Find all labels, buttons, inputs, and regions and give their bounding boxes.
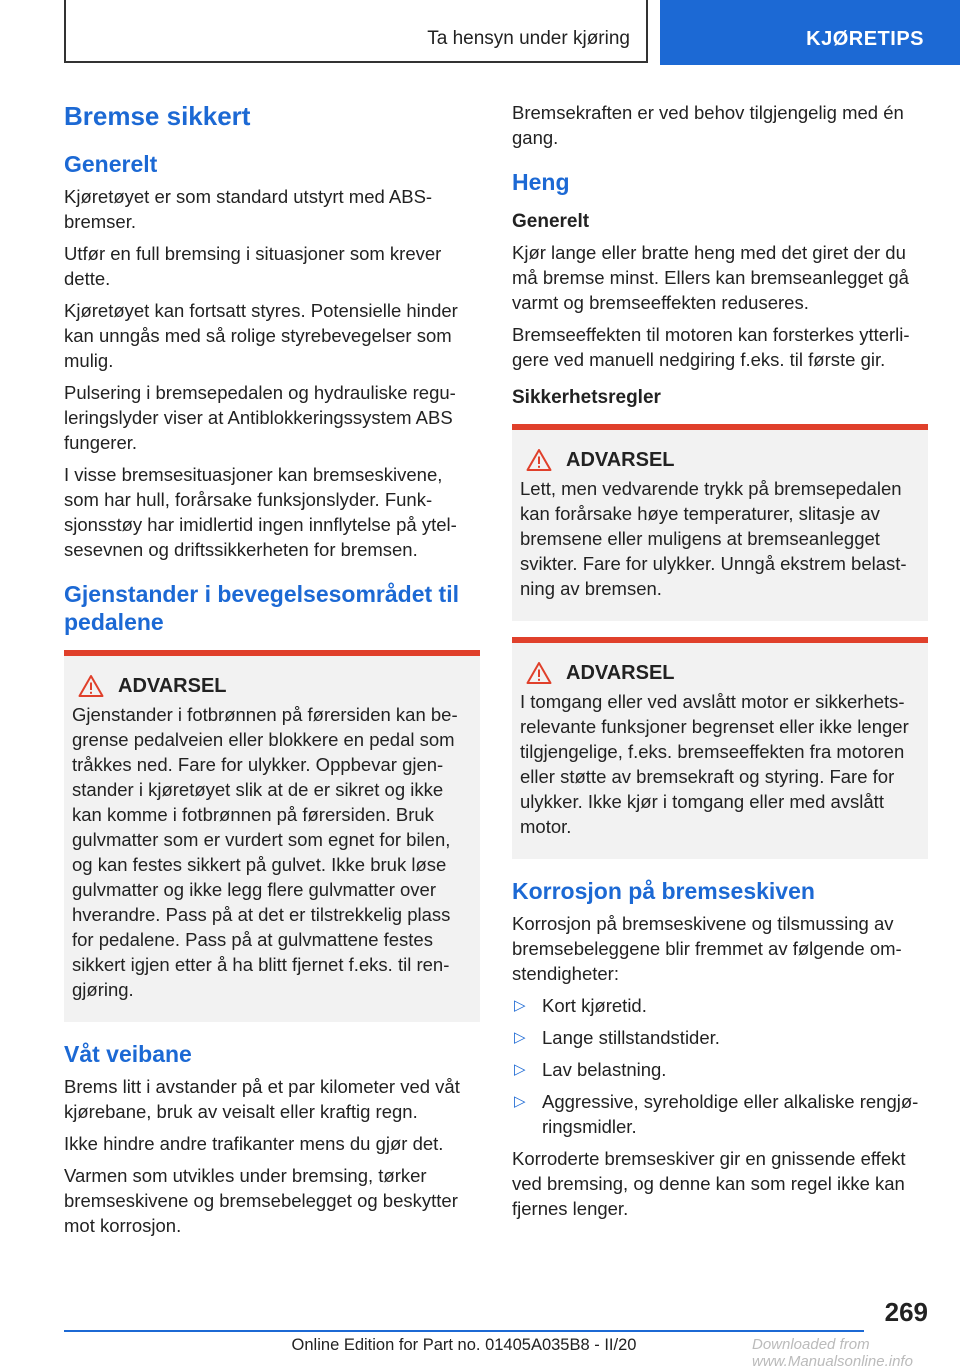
corrosion-list [512,993,928,1139]
paragraph: Kjøretøyet er som standard utstyrt med ABS-bremser. [64,186,433,232]
page-title: Bremse sikkert [64,101,251,131]
warning-title: ADVARSEL [566,448,675,471]
list-item-text: Aggressive, syreholdige eller alkaliske rengjø-ringsmidler. [542,1091,919,1137]
triangle-bullet-icon: ▷ [514,997,526,1014]
page-header [0,0,960,66]
right-column [512,100,928,1228]
list-item-text: Lav belastning. [542,1059,667,1080]
heading-corrosion: Korrosjon på bremseskiven [512,878,815,904]
triangle-bullet-icon: ▷ [514,1093,526,1110]
warning-triangle-icon [526,448,552,472]
triangle-bullet-icon: ▷ [514,1029,526,1046]
paragraph: Bremsekraften er ved behov tilgjengelig med én gang. [512,102,904,148]
warning-title: ADVARSEL [118,674,227,697]
warning-triangle-icon [526,661,552,685]
watermark: Downloaded from www.Manualsonline.info [752,1336,913,1370]
warning-box [64,650,480,1022]
warning-triangle-icon [78,674,104,698]
page-number: 269 [884,1297,928,1327]
paragraph: Korroderte bremseskiver gir en gnissende effekt ved bremsing, og denne kan som regel ikke kan fjernes lenger. [512,1148,906,1219]
footer-divider [64,1330,864,1332]
warning-title: ADVARSEL [566,661,675,684]
warning-title-row [520,448,918,472]
section-tab [64,0,648,63]
warning-text: I tomgang eller ved avslått motor er sikkerhets-relevante funksjoner begrenset eller ikke lenger tilgjengelige, f.eks. bremseeffekten fra motoren eller støtte av bremsekraft og styring. Fare for ulykker. Ikke kjør i tomgang eller med avslått motor. [520,691,909,837]
list-item [512,1057,928,1082]
paragraph: Brems litt i avstander på et par kilometer ved våt kjørebane, bruk av veisalt eller kraftig regn. [64,1076,460,1122]
heading-wet-road: Våt veibane [64,1041,192,1067]
paragraph: I visse bremsesituasjoner kan bremseskivene, som har hull, forårsake funksjonslyder. Funk-sjonsstøy har imidlertid ingen innflytelse på ytel-sesevnen og driftssikkerheten for bremsen. [64,464,457,560]
paragraph: Ikke hindre andre trafikanter mens du gjør det. [64,1133,444,1154]
heading-slopes: Heng [512,169,570,195]
list-item [512,1089,928,1139]
triangle-bullet-icon: ▷ [514,1061,526,1078]
left-column [64,100,480,1245]
list-item [512,993,928,1018]
paragraph: Korrosjon på bremseskivene og tilsmussing av bremsebeleggene blir fremmet av følgende om-stendigheter: [512,913,902,984]
warning-box [512,424,928,621]
warning-text: Lett, men vedvarende trykk på bremsepedalen kan forårsake høye temperaturer, slitasje av bremsene eller muligens at bremseanlegget svikter. Fare for ulykker. Unngå ekstrem belast-ning av bremsen. [520,478,907,599]
paragraph: Bremseeffekten til motoren kan forsterkes ytterli-gere ved manuell nedgiring f.eks. til første gir. [512,324,910,370]
list-item-text: Lange stillstandstider. [542,1027,720,1048]
subheading-safety-rules: Sikkerhetsregler [512,387,661,408]
paragraph: Varmen som utvikles under bremsing, tørker bremseskivene og bremsebelegget og beskytter mot korrosjon. [64,1165,458,1236]
list-item [512,1025,928,1050]
subheading-generelt: Generelt [512,211,590,232]
chapter-tab [660,0,960,65]
warning-title-row [520,661,918,685]
section-title: Ta hensyn under kjøring [427,28,630,49]
heading-objects-pedals: Gjenstander i bevegelsesområdet til pedalene [64,581,459,635]
chapter-title: KJØRETIPS [806,28,924,50]
warning-title-row [72,674,470,698]
warning-text: Gjenstander i fotbrønnen på førersiden kan be-grense pedalveien eller blokkere en pedal som tråkkes ned. Fare for ulykker. Oppbevar gjen-stander i kjøretøyet slik at de er sikret og ikke kan komme i fotbrønnen på førersiden. Bruk gulvmatter som er vurdert som egnet for bilen, og kan festes sikkert på gulvet. Ikke bruk løse gulvmatter og ikke legg flere gulvmatter over hverandre. Pass på at det er tilstrekkelig plass for pedalene. Pass på at gulvmattene festes sikkert igjen etter å ha blitt fjernet f.eks. til ren-gjøring. [72,704,458,1000]
paragraph: Kjøretøyet kan fortsatt styres. Potensielle hinder kan unngås med så rolige styrebevegelser som mulig. [64,300,458,371]
paragraph: Utfør en full bremsing i situasjoner som krever dette. [64,243,442,289]
paragraph: Pulsering i bremsepedalen og hydrauliske regu-leringslyder viser at Antiblokkeringssystem ABS fungerer. [64,382,456,453]
warning-box [512,637,928,859]
heading-generelt: Generelt [64,151,158,177]
list-item-text: Kort kjøretid. [542,995,647,1016]
footer-edition: Online Edition for Part no. 01405A035B8 - II/20 [291,1336,637,1354]
paragraph: Kjør lange eller bratte heng med det giret der du må bremse minst. Ellers kan bremseanlegget gå varmt og bremseeffekten reduseres. [512,242,909,313]
